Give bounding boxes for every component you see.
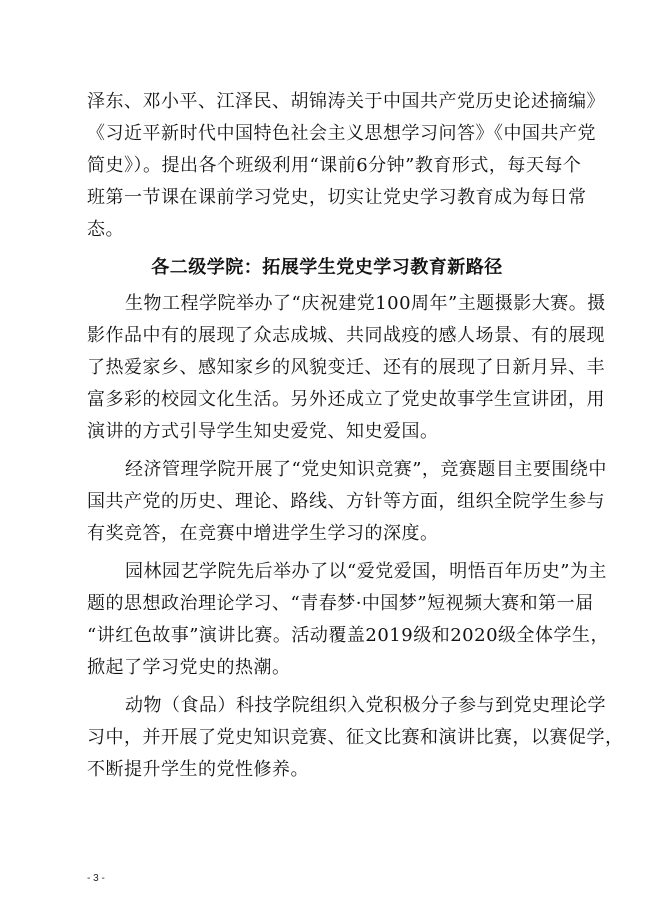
paragraph-horticulture bbox=[87, 556, 610, 684]
text-line: 影作品中有的展现了众志成城、共同战疫的感人场景、有的展现 bbox=[87, 325, 605, 346]
intro-paragraph bbox=[87, 86, 605, 246]
text-line: 《习近平新时代中国特色社会主义思想学习问答》《中国共产党 bbox=[87, 123, 596, 144]
text-line: 泽东、邓小平、江泽民、胡锦涛关于中国共产党历史论述摘编》 bbox=[87, 91, 605, 112]
text-line: 经济管理学院开展了“党史知识竞赛”，竞赛题目主要围绕中 bbox=[125, 459, 607, 480]
text-line: 生物工程学院举办了“庆祝建党100周年”主题摄影大赛。摄 bbox=[125, 293, 606, 314]
text-line: 掀起了学习党史的热潮。 bbox=[87, 657, 291, 678]
text-line: 有奖竞答，在竞赛中增进学生学习的深度。 bbox=[87, 523, 439, 544]
text-line: “讲红色故事”演讲比赛。活动覆盖2019级和2020级全体学生， bbox=[87, 625, 610, 646]
text-line: 简史》）。提出各个班级利用“课前6分钟”教育形式，每天每个 bbox=[87, 155, 582, 176]
text-line: 国共产党的历史、理论、路线、方针等方面，组织全院学生参与 bbox=[87, 491, 605, 512]
section-heading: 各二级学院：拓展学生党史学习教育新路径 bbox=[151, 257, 503, 278]
text-line: 园林园艺学院先后举办了以“爱党爱国，明悟百年历史”为主 bbox=[125, 561, 607, 582]
paragraph-economics bbox=[87, 454, 607, 550]
text-line: 了热爱家乡、感知家乡的风貌变迁、还有的展现了日新月异、丰 bbox=[87, 357, 605, 378]
text-line: 动物（食品）科技学院组织入党积极分子参与到党史理论学 bbox=[125, 695, 606, 716]
text-line: 态。 bbox=[87, 219, 124, 240]
text-line: 富多彩的校园文化生活。另外还成立了党史故事学生宣讲团，用 bbox=[87, 389, 605, 410]
text-line: 题的思想政治理论学习、“青春梦·中国梦”短视频大赛和第一届 bbox=[87, 593, 594, 614]
text-line: 不断提升学生的党性修养。 bbox=[87, 759, 309, 780]
page-number: - 3 - bbox=[87, 873, 105, 884]
text-line: 演讲的方式引导学生知史爱党、知史爱国。 bbox=[87, 421, 439, 442]
paragraph-biology bbox=[87, 288, 606, 448]
text-line: 班第一节课在课前学习党史，切实让党史学习教育成为每日常 bbox=[87, 187, 587, 208]
paragraph-animal-science bbox=[87, 690, 624, 786]
text-line: 习中，并开展了党史知识竞赛、征文比赛和演讲比赛，以赛促学， bbox=[87, 727, 624, 748]
document-body bbox=[87, 86, 624, 786]
